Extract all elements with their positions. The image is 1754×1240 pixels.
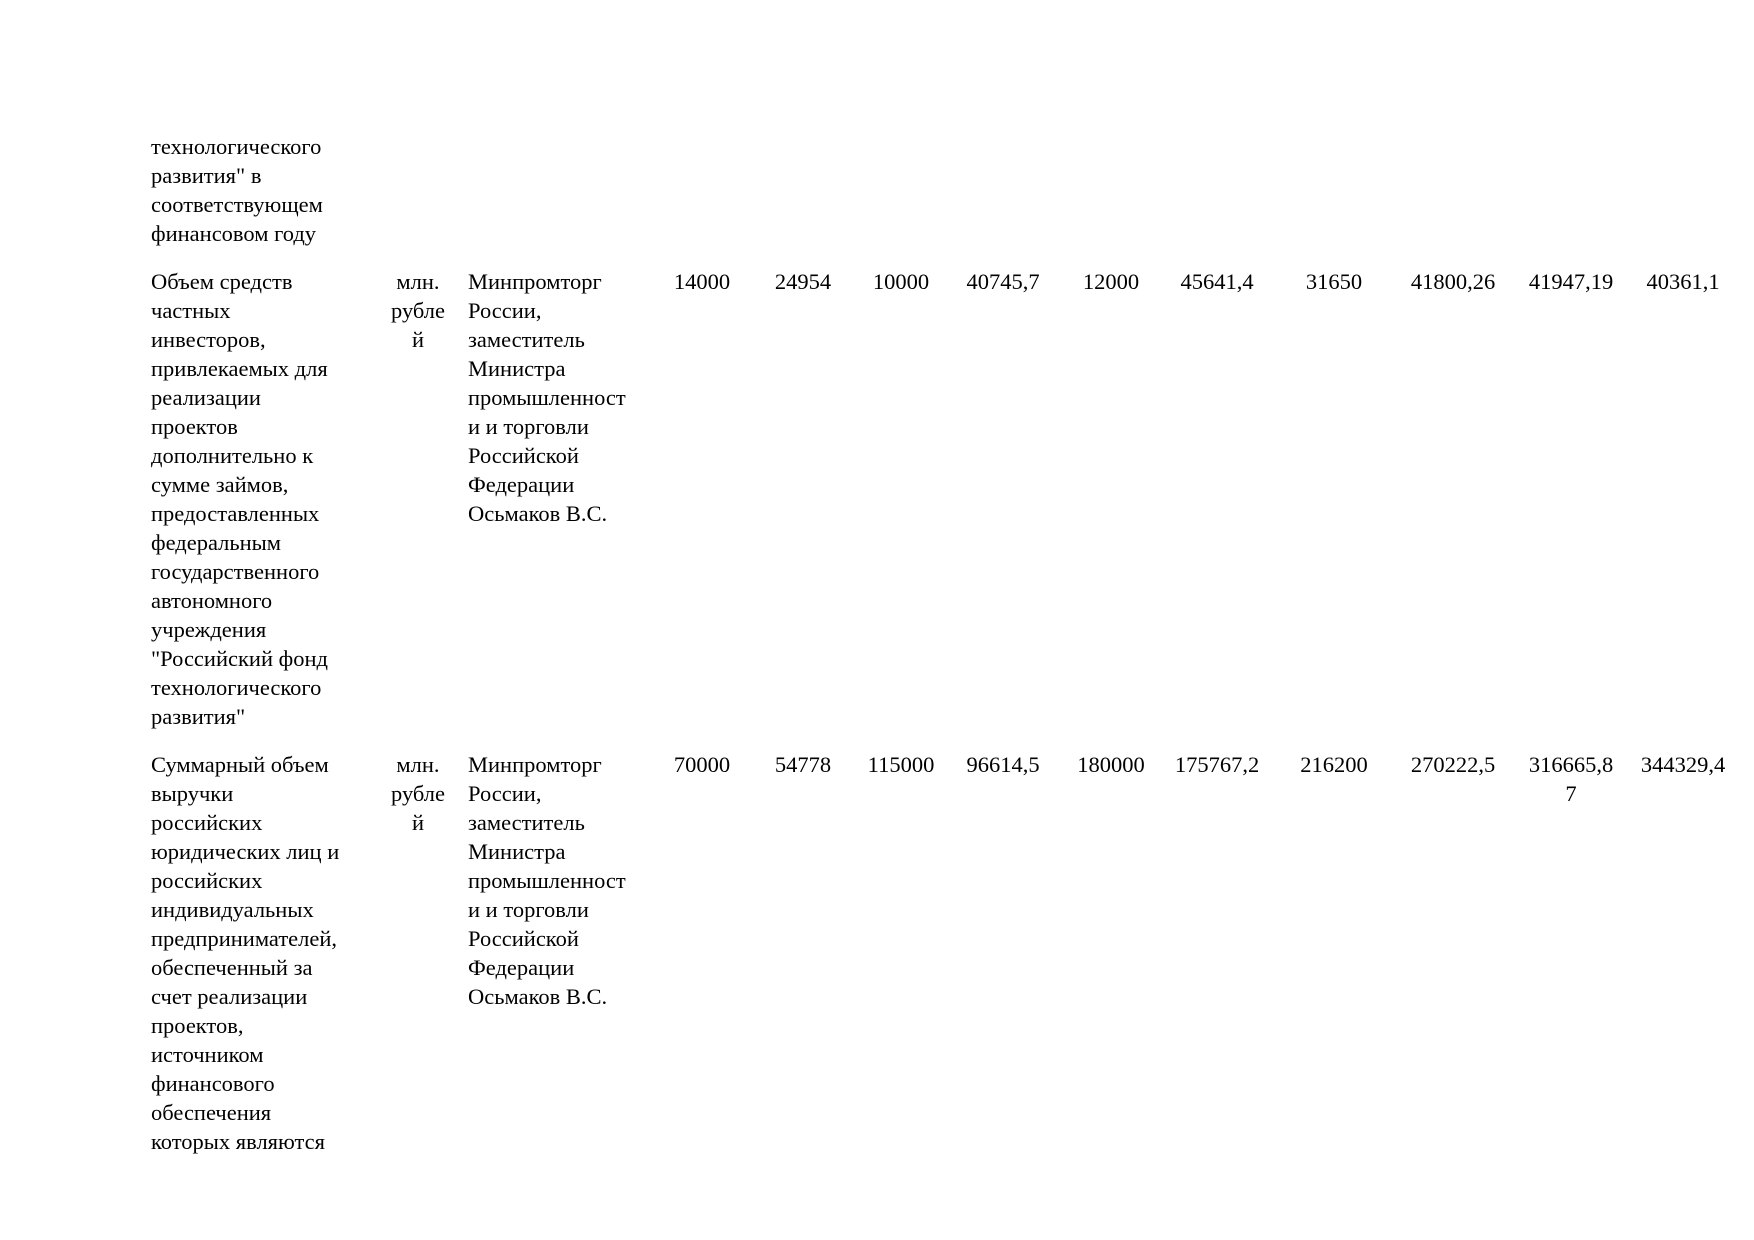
value-cell: 96614,5 bbox=[966, 752, 1040, 777]
unit-cell: млн. рубле й bbox=[390, 752, 445, 835]
value-cell: 270222,5 bbox=[1410, 752, 1496, 777]
responsible-cell: Минпромторг России, заместитель Министра промышленност и и торговли Российской Федерации Осьмаков В.С. bbox=[468, 752, 626, 1009]
value-cell: 216200 bbox=[1300, 752, 1368, 777]
value-cell: 41800,26 bbox=[1410, 269, 1496, 294]
unit-cell: млн. рубле й bbox=[390, 269, 445, 352]
value-cell: 31650 bbox=[1305, 269, 1363, 294]
value-cell: 175767,2 bbox=[1174, 752, 1260, 777]
responsible-cell: Минпромторг России, заместитель Министра промышленност и и торговли Российской Федерации Осьмаков В.С. bbox=[468, 269, 626, 526]
value-cell: 40361,1 bbox=[1646, 269, 1720, 294]
value-cell: 115000 bbox=[867, 752, 935, 777]
value-cell: 10000 bbox=[872, 269, 930, 294]
value-cell: 14000 bbox=[673, 269, 731, 294]
value-cell: 180000 bbox=[1077, 752, 1145, 777]
value-cell: 41947,19 bbox=[1528, 269, 1614, 294]
indicator-continuation: технологического развития" в соответствующем финансовом году bbox=[151, 134, 323, 246]
value-cell: 54778 bbox=[774, 752, 832, 777]
value-cell: 316665,8 7 bbox=[1528, 752, 1614, 806]
value-cell: 45641,4 bbox=[1180, 269, 1254, 294]
value-cell: 70000 bbox=[673, 752, 731, 777]
indicator-cell: Суммарный объем выручки российских юридических лиц и российских индивидуальных предпринимателей, обеспеченный за счет реализации проектов, источником финансового обеспечения которых являются bbox=[151, 752, 340, 1154]
value-cell: 12000 bbox=[1082, 269, 1140, 294]
value-cell: 24954 bbox=[774, 269, 832, 294]
value-cell: 344329,4 bbox=[1640, 752, 1726, 777]
indicator-cell: Объем средств частных инвесторов, привлекаемых для реализации проектов дополнительно к сумме займов, предоставленных федеральным государственного автономного учреждения "Российский фонд технологического развития" bbox=[151, 269, 328, 729]
value-cell: 40745,7 bbox=[966, 269, 1040, 294]
